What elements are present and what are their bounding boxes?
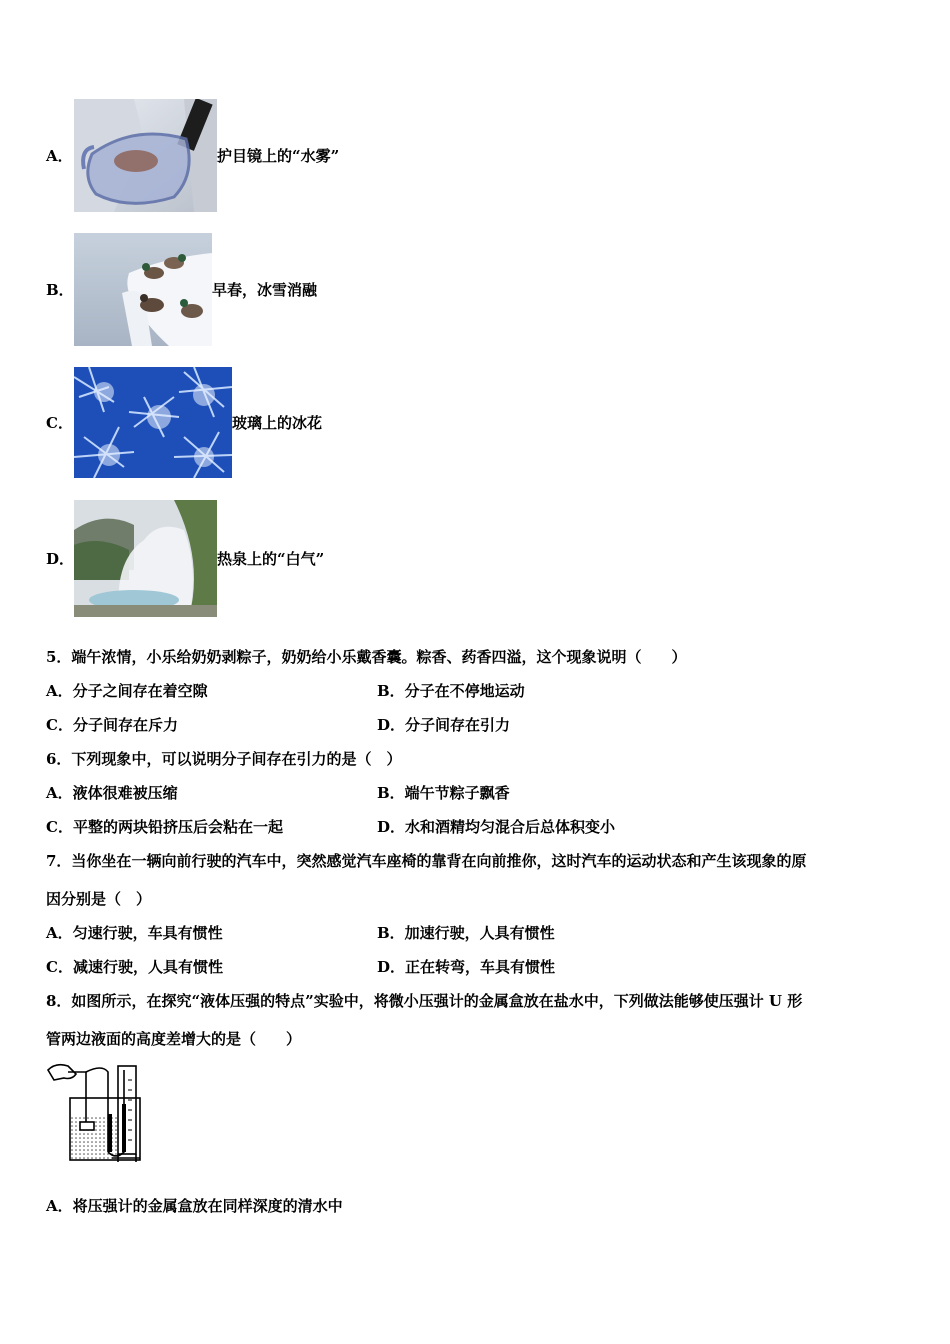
- q5-option-b: B．分子在不停地运动: [377, 682, 525, 700]
- q8-option-a: A．将压强计的金属盒放在同样深度的清水中: [46, 1197, 343, 1215]
- q7-option-c: C．减速行驶，人具有惯性: [46, 958, 223, 976]
- option-a-text: 护目镜上的“水雾”: [217, 147, 340, 165]
- q7-option-b: B．加速行驶，人具有惯性: [377, 924, 555, 942]
- option-d: [46, 500, 324, 617]
- q7-option-d: D．正在转弯，车具有惯性: [377, 958, 556, 976]
- q5-option-a: A．分子之间存在着空隙: [46, 682, 208, 700]
- q5-option-c: C．分子间存在斥力: [46, 716, 178, 734]
- q8-stem-line2: 管两边液面的高度差增大的是（ ）: [46, 1030, 302, 1048]
- q7-option-a: A．匀速行驶，车具有惯性: [46, 924, 223, 942]
- q7-stem-line2: 因分别是（ ）: [46, 890, 152, 908]
- option-c: [46, 367, 322, 478]
- q8-stem-line1: 8．如图所示，在探究“液体压强的特点”实验中，将微小压强计的金属盒放在盐水中，下列做法能够使压强计 U 形: [46, 992, 803, 1010]
- q6-option-a: A．液体很难被压缩: [46, 784, 178, 802]
- option-d-letter: D．: [46, 550, 75, 568]
- option-a-letter: A．: [46, 147, 73, 165]
- q6-option-b: B．端午节粽子飘香: [377, 784, 510, 802]
- hot-spring-steam-photo: [74, 500, 217, 617]
- frost-pattern-photo: [74, 367, 232, 478]
- option-b-text: 早春，冰雪消融: [212, 281, 318, 299]
- q5-option-d: D．分子间存在引力: [377, 716, 511, 734]
- option-a: [46, 99, 339, 212]
- q7-stem-line1: 7．当你坐在一辆向前行驶的汽车中，突然感觉汽车座椅的靠背在向前推你，这时汽车的运动状态和产生该现象的原: [46, 852, 807, 870]
- option-c-letter: C．: [46, 414, 73, 432]
- q5-stem: 5．端午浓情，小乐给奶奶剥粽子，奶奶给小乐戴香囊。粽香、药香四溢，这个现象说明（ ）: [46, 648, 687, 666]
- option-b: [46, 233, 317, 346]
- q6-option-c: C．平整的两块铅挤压后会粘在一起: [46, 818, 283, 836]
- q6-stem: 6．下列现象中，可以说明分子间存在引力的是（ ）: [46, 750, 402, 768]
- option-d-text: 热泉上的“白气”: [217, 550, 325, 568]
- option-b-letter: B．: [46, 281, 74, 299]
- ducks-on-snow-photo: [74, 233, 212, 346]
- pressure-gauge-diagram: [46, 1060, 146, 1164]
- q6-option-d: D．水和酒精均匀混合后总体积变小: [377, 818, 616, 836]
- goggles-photo: [74, 99, 217, 212]
- option-c-text: 玻璃上的冰花: [232, 414, 323, 432]
